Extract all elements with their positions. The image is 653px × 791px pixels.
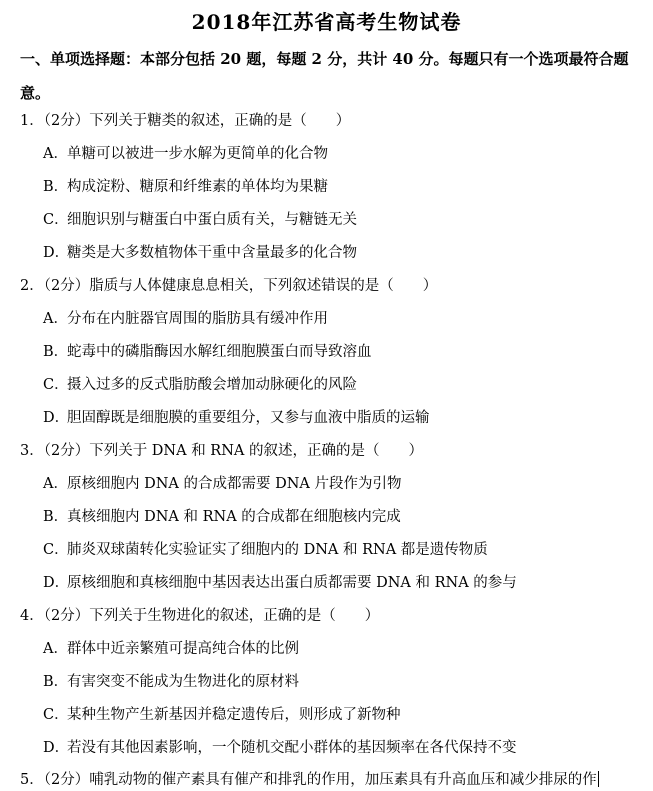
option-label: A． — [43, 641, 68, 657]
option-text: 若没有其他因素影响，一个随机交配小群体的基因频率在各代保持不变 — [67, 740, 517, 756]
option-label: C． — [43, 542, 69, 558]
option-text: 原核细胞内 DNA 的合成都需要 DNA 片段作为引物 — [67, 476, 402, 492]
option-text: 群体中近亲繁殖可提高纯合体的比例 — [67, 641, 299, 657]
option-text: 肺炎双球菌转化实验证实了细胞内的 DNA 和 RNA 都是遗传物质 — [67, 542, 488, 558]
option-text: 某种生物产生新基因并稳定遗传后，则形成了新物种 — [67, 707, 401, 723]
option-label: C． — [43, 212, 69, 228]
option-b — [43, 507, 401, 527]
option-text: 构成淀粉、糖原和纤维素的单体均为果糖 — [67, 179, 328, 195]
option-label: A． — [43, 311, 68, 327]
option-a — [43, 309, 328, 329]
option-d — [43, 408, 430, 428]
option-label: B． — [43, 674, 69, 690]
option-c — [43, 705, 401, 725]
option-d — [43, 738, 517, 758]
option-b — [43, 177, 328, 197]
question-text: 5．（2分）哺乳动物的催产素具有催产和排乳的作用，加压素具有升高血压和减少排尿的作 — [20, 772, 597, 788]
option-label: C． — [43, 707, 69, 723]
option-label: D． — [43, 740, 70, 756]
option-label: D． — [43, 575, 70, 591]
option-text: 有害突变不能成为生物进化的原材料 — [67, 674, 299, 690]
question-stem: 2．（2分）脂质与人体健康息息相关，下列叙述错误的是（ ） — [20, 278, 438, 294]
option-label: A． — [43, 146, 68, 162]
question-stem: 1．（2分）下列关于糖类的叙述，正确的是（ ） — [20, 113, 351, 129]
option-c — [43, 540, 488, 560]
option-c — [43, 210, 357, 230]
option-c — [43, 375, 357, 395]
option-text: 蛇毒中的磷脂酶因水解红细胞膜蛋白而导致溶血 — [67, 344, 372, 360]
option-label: A． — [43, 476, 68, 492]
option-b — [43, 672, 299, 692]
option-a — [43, 474, 402, 494]
option-d — [43, 573, 517, 593]
option-d — [43, 243, 357, 263]
option-text: 真核细胞内 DNA 和 RNA 的合成都在细胞核内完成 — [67, 509, 401, 525]
question-stem: 4．（2分）下列关于生物进化的叙述，正确的是（ ） — [20, 608, 380, 624]
option-label: B． — [43, 179, 69, 195]
option-text: 分布在内脏器官周围的脂肪具有缓冲作用 — [67, 311, 328, 327]
option-text: 细胞识别与糖蛋白中蛋白质有关，与糖链无关 — [67, 212, 357, 228]
option-label: D． — [43, 410, 70, 426]
page-title: 2018年江苏省高考生物试卷 — [191, 10, 462, 34]
option-text: 糖类是大多数植物体干重中含量最多的化合物 — [67, 245, 357, 261]
section-heading: 一、单项选择题：本部分包括 20 题，每题 2 分，共计 40 分。每题只有一个选项最符合题意。 — [20, 50, 629, 102]
option-text: 原核细胞和真核细胞中基因表达出蛋白质都需要 DNA 和 RNA 的参与 — [67, 575, 517, 591]
option-label: C． — [43, 377, 69, 393]
option-a — [43, 144, 328, 164]
question-stem — [20, 770, 599, 790]
option-label: D． — [43, 245, 70, 261]
option-text: 胆固醇既是细胞膜的重要组分，又参与血液中脂质的运输 — [67, 410, 430, 426]
option-b — [43, 342, 372, 362]
option-a — [43, 639, 299, 659]
option-text: 摄入过多的反式脂肪酸会增加动脉硬化的风险 — [67, 377, 357, 393]
option-label: B． — [43, 509, 69, 525]
text-cursor — [598, 771, 599, 787]
question-stem: 3．（2分）下列关于 DNA 和 RNA 的叙述，正确的是（ ） — [20, 443, 423, 459]
option-label: B． — [43, 344, 69, 360]
option-text: 单糖可以被进一步水解为更简单的化合物 — [67, 146, 328, 162]
